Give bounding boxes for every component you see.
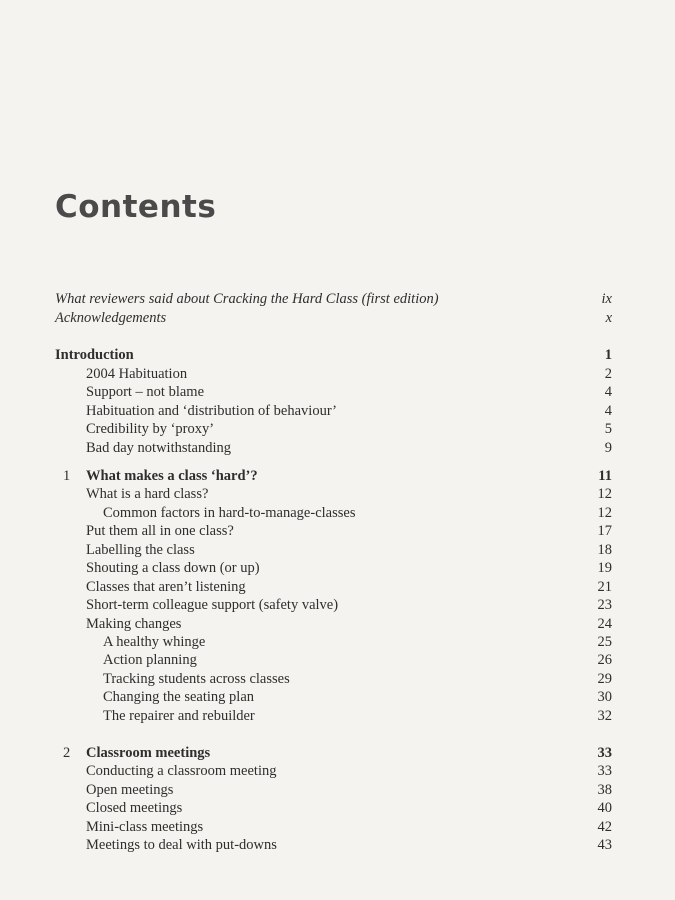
toc-entry-label: Credibility by ‘proxy’ [86, 421, 215, 437]
toc-entry[interactable] [55, 799, 612, 818]
toc-entry-label: 2004 Habituation [86, 366, 188, 382]
chapter-number: 2 [63, 745, 71, 761]
toc-entry-page: 1 [604, 347, 612, 363]
toc-entry-label: What is a hard class? [86, 486, 209, 502]
toc-entry-page: 19 [597, 560, 612, 576]
toc-chapter-2[interactable] [55, 744, 612, 763]
toc-entry-label: Common factors in hard-to-manage-classes [103, 505, 356, 521]
toc-entry-label: Tracking students across classes [103, 671, 290, 687]
toc-entry-reviewers[interactable] [55, 290, 612, 309]
toc-entry-page: x [605, 310, 612, 326]
toc-section-label: Introduction [55, 347, 134, 363]
toc-entry-page: 5 [604, 421, 612, 437]
toc-entry-page: ix [601, 291, 612, 307]
toc-entry[interactable] [55, 365, 612, 384]
toc-entry-page: 4 [604, 384, 612, 400]
toc-entry-label: Mini-class meetings [86, 819, 204, 835]
toc-entry-page: 21 [597, 579, 612, 595]
toc-entry-page: 17 [597, 523, 612, 539]
toc-entry-page: 11 [598, 468, 612, 484]
toc-entry-label: A healthy whinge [103, 634, 206, 650]
toc-chapter-1[interactable] [55, 467, 612, 486]
toc-entry-page: 24 [597, 616, 612, 632]
page-title: Contents [55, 188, 217, 225]
toc-subentry[interactable] [55, 633, 612, 652]
toc-entry-page: 12 [597, 505, 612, 521]
toc-entry-page: 30 [597, 689, 612, 705]
toc-entry-page: 29 [597, 671, 612, 687]
toc-entry[interactable] [55, 818, 612, 837]
toc-entry[interactable] [55, 439, 612, 458]
toc-entry-page: 26 [597, 652, 612, 668]
toc-chapter-label: Classroom meetings [86, 745, 211, 761]
toc-entry-label: Shouting a class down (or up) [86, 560, 260, 576]
toc-entry-page: 43 [597, 837, 612, 853]
toc-entry[interactable] [55, 615, 612, 634]
toc-entry[interactable] [55, 836, 612, 855]
toc-entry-page: 42 [597, 819, 612, 835]
toc-entry-label: Labelling the class [86, 542, 195, 558]
toc-entry-label: Bad day notwithstanding [86, 440, 231, 456]
toc-entry[interactable] [55, 559, 612, 578]
toc-subentry[interactable] [55, 707, 612, 726]
toc-entry[interactable] [55, 485, 612, 504]
toc-entry-label: The repairer and rebuilder [103, 708, 255, 724]
toc-entry-label: Put them all in one class? [86, 523, 234, 539]
toc-entry-label: Habituation and ‘distribution of behaviour’ [86, 403, 338, 419]
toc-entry-label: Support – not blame [86, 384, 205, 400]
toc-entry[interactable] [55, 596, 612, 615]
toc-entry-label: Open meetings [86, 782, 174, 798]
toc-entry-acknowledgements[interactable] [55, 309, 612, 328]
toc-entry-label: What reviewers said about Cracking the Hard Class (first edition) [55, 291, 439, 307]
toc-entry-label: Meetings to deal with put-downs [86, 837, 277, 853]
toc-entry-label: Action planning [103, 652, 197, 668]
toc-entry-page: 33 [597, 745, 612, 761]
toc-subentry[interactable] [55, 651, 612, 670]
toc-entry-label: Making changes [86, 616, 182, 632]
toc-entry-page: 32 [597, 708, 612, 724]
toc-subentry[interactable] [55, 504, 612, 523]
toc-entry-page: 38 [597, 782, 612, 798]
toc-entry-page: 25 [597, 634, 612, 650]
toc-entry-page: 23 [597, 597, 612, 613]
toc-entry-label: Classes that aren’t listening [86, 579, 246, 595]
toc-entry[interactable] [55, 541, 612, 560]
chapter-number: 1 [63, 468, 71, 484]
toc-entry-page: 18 [597, 542, 612, 558]
toc-entry-label: Conducting a classroom meeting [86, 763, 277, 779]
toc-entry[interactable] [55, 383, 612, 402]
toc-entry-label: Changing the seating plan [103, 689, 255, 705]
toc-entry-page: 4 [604, 403, 612, 419]
toc-entry-label: Acknowledgements [55, 310, 167, 326]
toc-entry-page: 9 [604, 440, 612, 456]
toc-subentry[interactable] [55, 670, 612, 689]
toc-entry[interactable] [55, 522, 612, 541]
toc-entry[interactable] [55, 420, 612, 439]
toc-subentry[interactable] [55, 688, 612, 707]
toc-entry[interactable] [55, 402, 612, 421]
toc-entry[interactable] [55, 578, 612, 597]
toc-entry-page: 33 [597, 763, 612, 779]
toc-entry-label: Short-term colleague support (safety valve) [86, 597, 339, 613]
toc-entry-page: 2 [604, 366, 612, 382]
toc-entry[interactable] [55, 762, 612, 781]
toc-entry-page: 40 [597, 800, 612, 816]
toc-entry-label: Closed meetings [86, 800, 183, 816]
toc-section-introduction[interactable] [55, 346, 612, 365]
toc-entry-page: 12 [597, 486, 612, 502]
toc-entry[interactable] [55, 781, 612, 800]
toc-chapter-label: What makes a class ‘hard’? [86, 468, 258, 484]
